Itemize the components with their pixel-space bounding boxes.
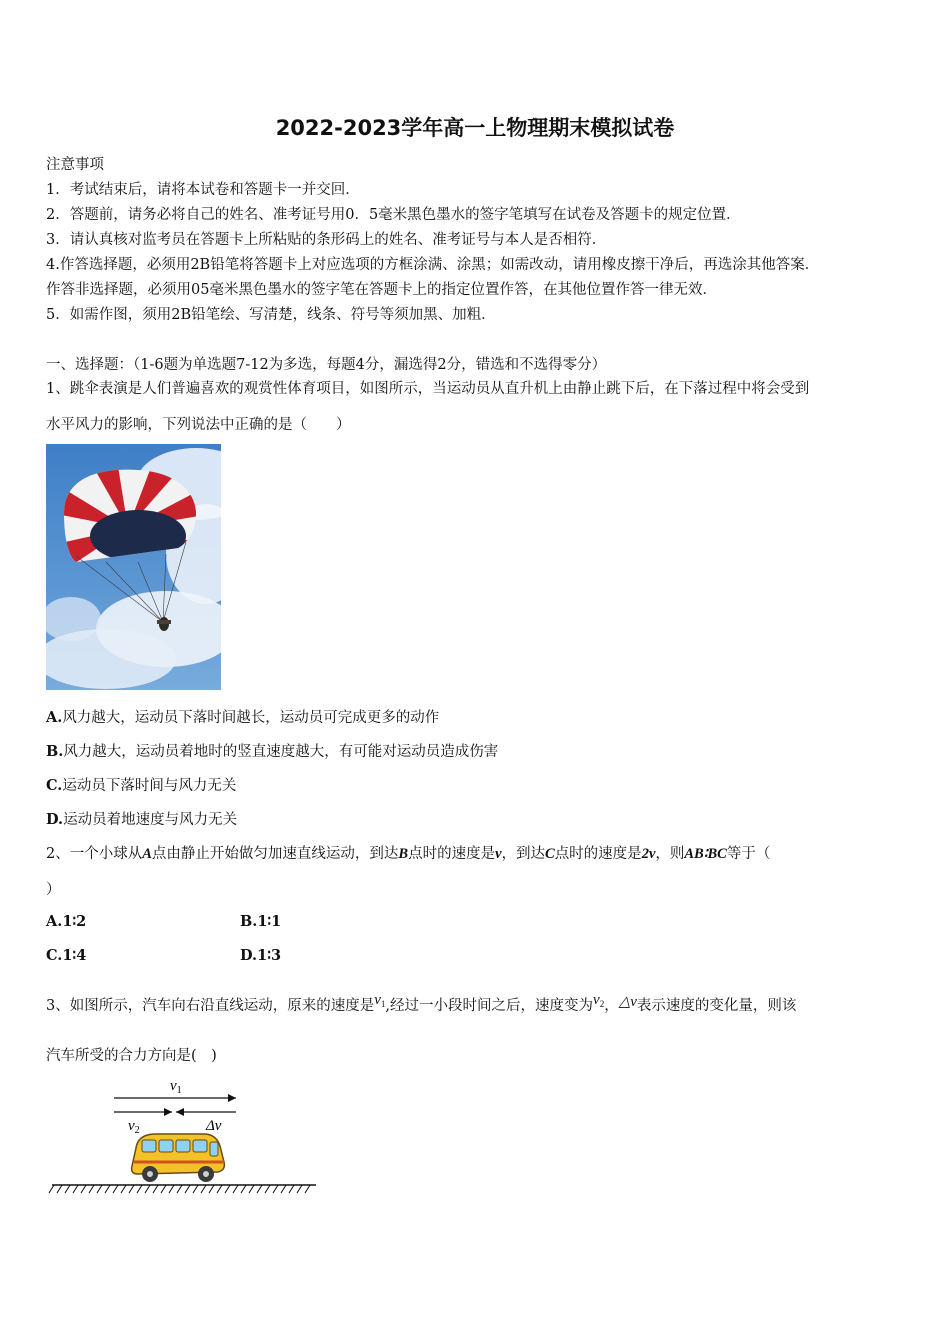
q1-option-c[interactable]: C.运动员下落时间与风力无关 xyxy=(46,777,237,794)
fig-v1-label: $v_1$ xyxy=(170,1078,182,1096)
notice-item-3: 3．请认真核对监考员在答题卡上所粘贴的条形码上的姓名、准考证号与本人是否相符． xyxy=(46,232,607,248)
section-heading: 一、选择题：（1-6题为单选题7-12为多选，每题4分，漏选得2分，错选和不选得零分） xyxy=(46,357,607,373)
q2-option-d[interactable]: D.1∶3 xyxy=(240,947,282,964)
bus-icon xyxy=(132,1134,225,1182)
q2-option-c[interactable]: C.1∶4 xyxy=(46,947,87,964)
q1-stem-line1: 1、跳伞表演是人们普遍喜欢的观赏性体育项目，如图所示，当运动员从直升机上由静止跳下后，在下落过程中将会受到 xyxy=(46,381,810,397)
q1-option-d[interactable]: D.运动员着地速度与风力无关 xyxy=(46,811,238,828)
q1-stem-line2: 水平风力的影响，下列说法中正确的是（ ） xyxy=(46,417,351,433)
q1-option-b[interactable]: B.风力越大，运动员着地时的竖直速度越大，有可能对运动员造成伤害 xyxy=(46,743,499,760)
q2-stem: 2、一个小球从A点由静止开始做匀加速直线运动，到达B点时的速度是v，到达C点时的速度是2v，则AB∶BC等于（ xyxy=(46,846,771,862)
q3-stem-line2: 汽车所受的合力方向是( ) xyxy=(46,1048,217,1064)
q2-option-b[interactable]: B.1∶1 xyxy=(240,913,282,930)
fig-dv-label: Δv xyxy=(206,1118,222,1134)
fig-v2-label: $v_2$ xyxy=(128,1118,140,1136)
parachute-photo xyxy=(46,444,221,690)
notice-item-4: 4.作答选择题，必须用2B铅笔将答题卡上对应选项的方框涂满、涂黑；如需改动，请用橡皮擦干净后，再选涂其他答案． xyxy=(46,257,820,273)
notice-item-4-cont: 作答非选择题，必须用05毫米黑色墨水的签字笔在答题卡上的指定位置作答，在其他位置作答一律无效． xyxy=(46,282,717,298)
q2-option-a[interactable]: A.1∶2 xyxy=(46,913,87,930)
notice-heading: 注意事项 xyxy=(46,157,104,173)
q2-stem-close: ） xyxy=(46,882,61,898)
page-title: 2022-2023学年高一上物理期末模拟试卷 xyxy=(275,116,675,140)
notice-item-5: 5．如需作图，须用2B铅笔绘、写清楚，线条、符号等须加黑、加粗． xyxy=(46,307,496,323)
q3-stem-line1: 3、如图所示，汽车向右沿直线运动，原来的速度是$v_1$,经过一小段时间之后，速度变为$v_2$，△v表示速度的变化量，则该 xyxy=(46,992,797,1014)
q1-option-a[interactable]: A.风力越大，运动员下落时间越长，运动员可完成更多的动作 xyxy=(46,709,440,726)
car-velocity-figure xyxy=(46,1070,326,1200)
notice-item-1: 1．考试结束后，请将本试卷和答题卡一并交回． xyxy=(46,182,360,198)
ground-hatch xyxy=(49,1185,310,1193)
notice-item-2: 2．答题前，请务必将自己的姓名、准考证号用0．5毫米黑色墨水的签字笔填写在试卷及答题卡的规定位置． xyxy=(46,207,741,223)
